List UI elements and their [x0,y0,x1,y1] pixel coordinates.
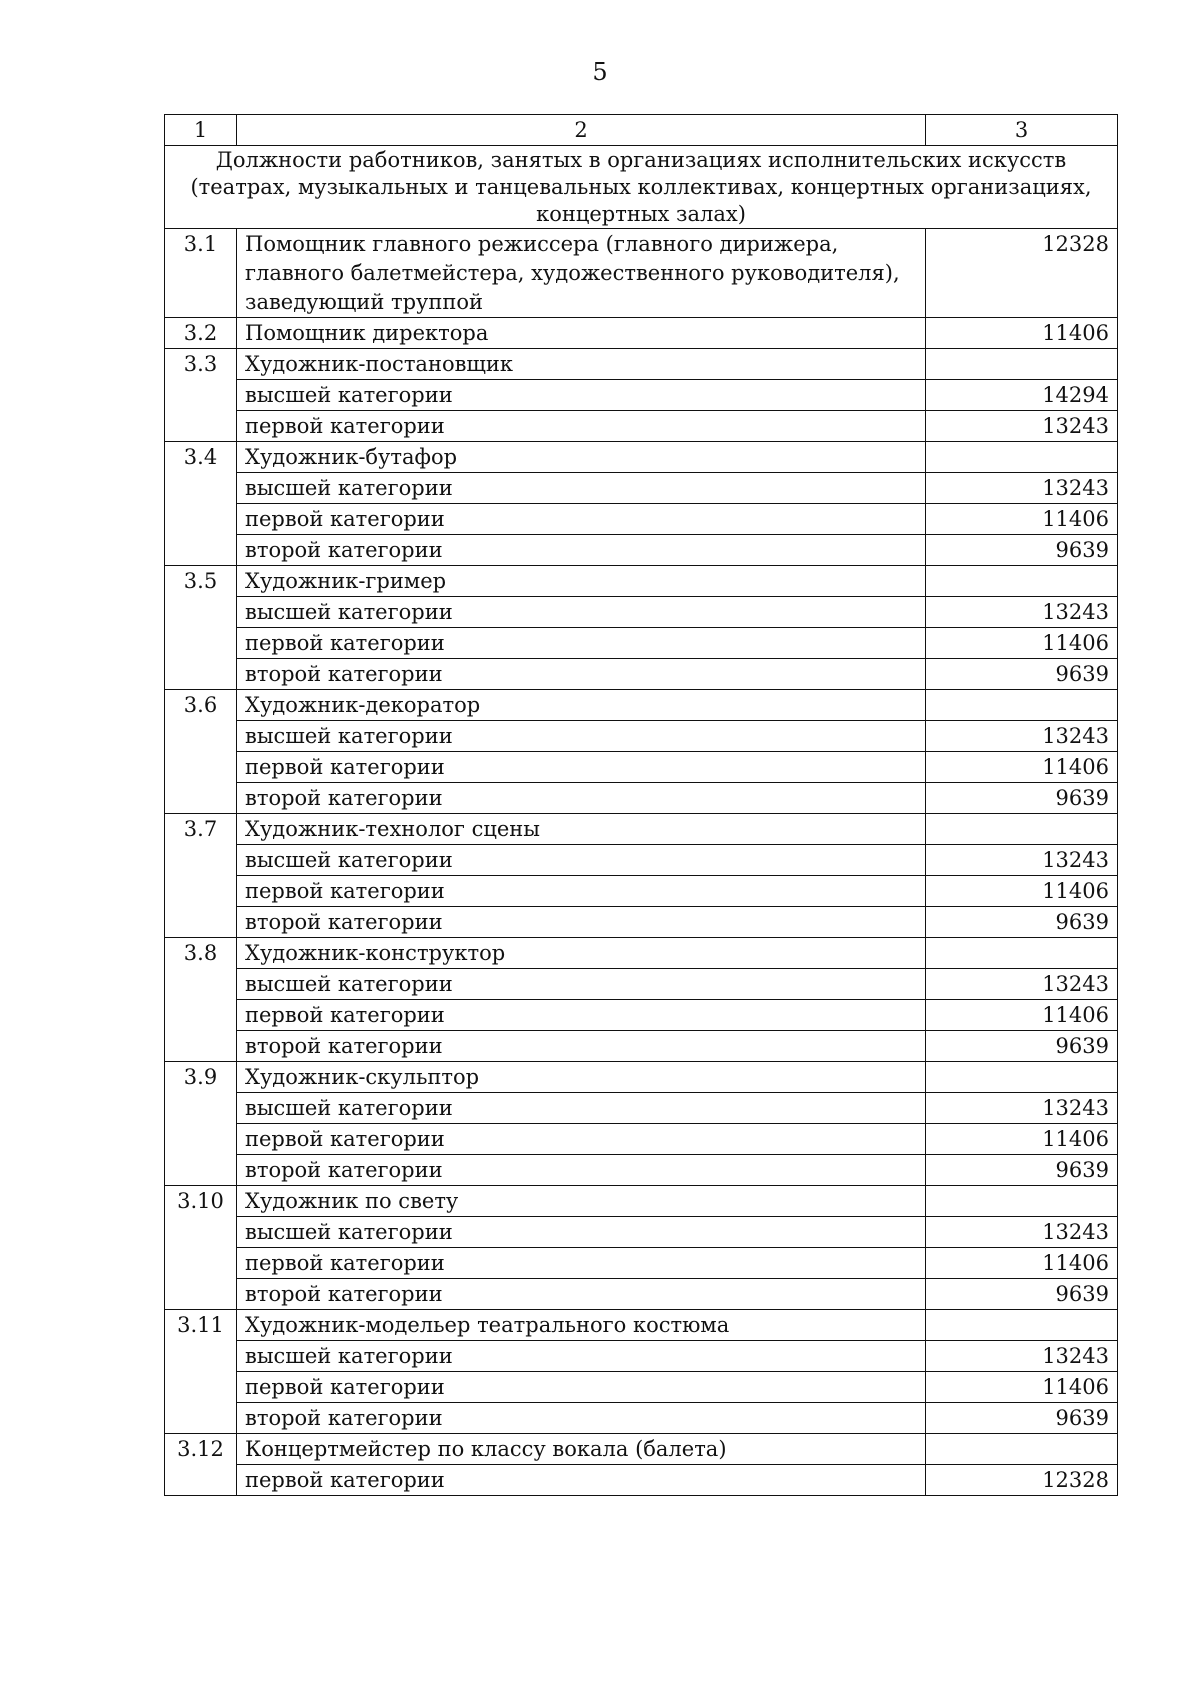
position-row [165,1434,1118,1465]
category-salary: 9639 [926,907,1118,938]
position-row [165,349,1118,380]
category-salary: 9639 [926,535,1118,566]
category-row [165,1248,1118,1279]
position-title: Концертмейстер по классу вокала (балета) [237,1434,926,1465]
category-row [165,1031,1118,1062]
position-salary [926,1434,1118,1465]
header-col-3: 3 [926,115,1118,146]
category-salary: 9639 [926,1031,1118,1062]
position-row [165,1186,1118,1217]
header-row [165,115,1118,146]
position-row [165,938,1118,969]
category-label: высшей категории [237,1093,926,1124]
position-salary [926,566,1118,597]
category-label: первой категории [237,1248,926,1279]
position-title: Художник-постановщик [237,349,926,380]
category-label: первой категории [237,628,926,659]
position-number: 3.7 [165,814,237,938]
category-label: первой категории [237,1372,926,1403]
category-salary: 11406 [926,1372,1118,1403]
category-row [165,845,1118,876]
category-row [165,535,1118,566]
position-salary [926,349,1118,380]
category-label: второй категории [237,907,926,938]
category-label: второй категории [237,1403,926,1434]
category-salary: 9639 [926,1403,1118,1434]
category-salary: 11406 [926,876,1118,907]
category-row [165,876,1118,907]
category-salary: 13243 [926,1217,1118,1248]
category-label: второй категории [237,1031,926,1062]
position-title: Помощник директора [237,318,926,349]
category-salary: 11406 [926,1124,1118,1155]
category-label: второй категории [237,783,926,814]
position-number: 3.8 [165,938,237,1062]
section-row [165,146,1118,229]
position-salary: 12328 [926,229,1118,318]
salary-table [164,114,1118,1496]
category-salary: 9639 [926,1279,1118,1310]
category-row [165,1093,1118,1124]
page-number: 5 [592,58,608,86]
position-number: 3.9 [165,1062,237,1186]
position-number: 3.10 [165,1186,237,1310]
position-salary [926,1310,1118,1341]
category-row [165,969,1118,1000]
category-label: первой категории [237,1124,926,1155]
category-row [165,721,1118,752]
category-salary: 9639 [926,659,1118,690]
position-title: Художник-технолог сцены [237,814,926,845]
header-col-1: 1 [165,115,237,146]
category-row [165,1000,1118,1031]
category-label: второй категории [237,1155,926,1186]
category-salary: 12328 [926,1465,1118,1496]
category-row [165,380,1118,411]
category-row [165,411,1118,442]
category-salary: 13243 [926,473,1118,504]
section-title: Должности работников, занятых в организациях исполнительских искусств (театрах, музыкальных и танцевальных коллективах, концертных организациях, концертных залах) [165,146,1118,229]
position-number: 3.11 [165,1310,237,1434]
position-title: Художник-скульптор [237,1062,926,1093]
position-salary [926,1062,1118,1093]
position-row [165,229,1118,318]
category-row [165,1403,1118,1434]
category-label: первой категории [237,504,926,535]
category-label: второй категории [237,659,926,690]
category-label: высшей категории [237,845,926,876]
category-row [165,1155,1118,1186]
position-number: 3.1 [165,229,237,318]
category-row [165,597,1118,628]
category-salary: 11406 [926,1248,1118,1279]
position-number: 3.6 [165,690,237,814]
category-row [165,473,1118,504]
position-salary [926,1186,1118,1217]
category-salary: 14294 [926,380,1118,411]
position-number: 3.3 [165,349,237,442]
position-salary: 11406 [926,318,1118,349]
position-row [165,814,1118,845]
category-salary: 13243 [926,1093,1118,1124]
category-label: первой категории [237,411,926,442]
category-salary: 13243 [926,721,1118,752]
category-salary: 13243 [926,411,1118,442]
position-title: Художник-декоратор [237,690,926,721]
category-label: высшей категории [237,473,926,504]
category-row [165,1465,1118,1496]
position-title: Художник-бутафор [237,442,926,473]
position-number: 3.4 [165,442,237,566]
category-row [165,1341,1118,1372]
category-row [165,783,1118,814]
category-label: первой категории [237,752,926,783]
category-salary: 9639 [926,783,1118,814]
position-salary [926,814,1118,845]
salary-table-body [165,115,1118,1496]
position-salary [926,690,1118,721]
category-row [165,628,1118,659]
category-salary: 13243 [926,845,1118,876]
position-number: 3.5 [165,566,237,690]
category-row [165,752,1118,783]
category-label: первой категории [237,1000,926,1031]
category-salary: 11406 [926,752,1118,783]
category-label: высшей категории [237,1217,926,1248]
position-row [165,690,1118,721]
position-title: Художник-модельер театрального костюма [237,1310,926,1341]
category-salary: 11406 [926,504,1118,535]
position-salary [926,442,1118,473]
position-title: Помощник главного режиссера (главного дирижера, главного балетмейстера, художественного руководителя), заведующий труппой [237,229,926,318]
category-label: высшей категории [237,969,926,1000]
category-label: высшей категории [237,597,926,628]
position-row [165,442,1118,473]
category-row [165,1217,1118,1248]
category-salary: 13243 [926,1341,1118,1372]
category-salary: 11406 [926,628,1118,659]
category-label: первой категории [237,1465,926,1496]
category-label: высшей категории [237,1341,926,1372]
category-salary: 13243 [926,969,1118,1000]
category-row [165,504,1118,535]
category-label: первой категории [237,876,926,907]
position-title: Художник-гример [237,566,926,597]
position-title: Художник-конструктор [237,938,926,969]
position-number: 3.2 [165,318,237,349]
position-number: 3.12 [165,1434,237,1496]
position-salary [926,938,1118,969]
category-label: второй категории [237,535,926,566]
position-title: Художник по свету [237,1186,926,1217]
category-row [165,1124,1118,1155]
position-row [165,318,1118,349]
category-row [165,907,1118,938]
category-row [165,659,1118,690]
category-row [165,1279,1118,1310]
category-label: второй категории [237,1279,926,1310]
header-col-2: 2 [237,115,926,146]
category-salary: 11406 [926,1000,1118,1031]
category-salary: 13243 [926,597,1118,628]
category-label: высшей категории [237,721,926,752]
category-salary: 9639 [926,1155,1118,1186]
position-row [165,1310,1118,1341]
position-row [165,1062,1118,1093]
position-row [165,566,1118,597]
category-label: высшей категории [237,380,926,411]
category-row [165,1372,1118,1403]
